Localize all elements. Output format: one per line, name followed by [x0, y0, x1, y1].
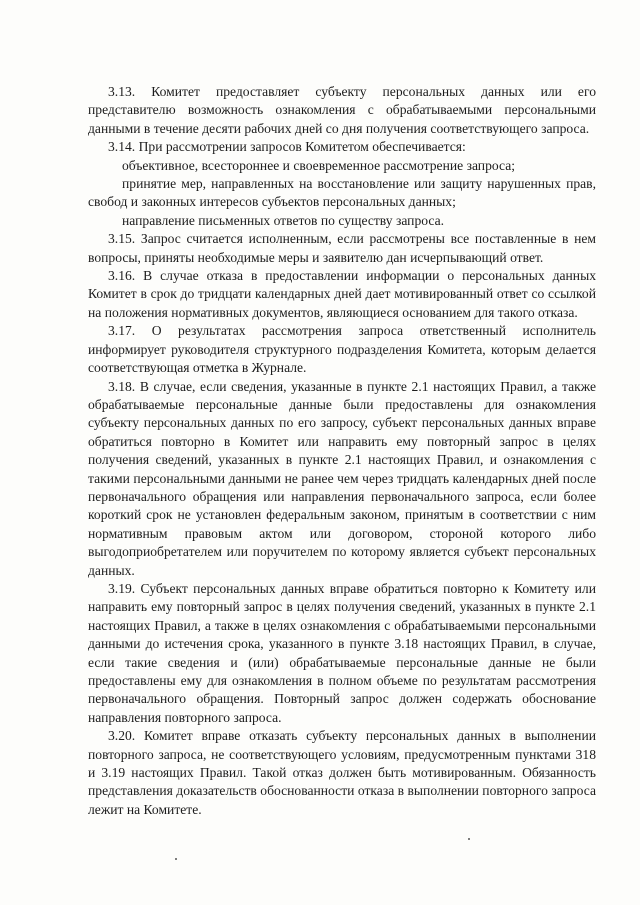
paragraph-3-16: 3.16. В случае отказа в предоставлении информации о персональных данных Комитет в срок до тридцати календарных дней дает мотивированный ответ со ссылкой на положения нормативных документов, являющиеся основанием для такого отказа. [88, 268, 596, 320]
paragraph-3-13: 3.13. Комитет предоставляет субъекту персональных данных или его представителю возможность ознакомления с обрабатываемыми персональными данными в течение десяти рабочих дней со дня получения соответствующего запроса. [88, 84, 596, 136]
list-item: направление письменных ответов по существу запроса. [122, 212, 445, 228]
document-body [88, 83, 596, 819]
paragraph-3-17: 3.17. О результатах рассмотрения запроса ответственный исполнитель информирует руководителя структурного подразделения Комитета, которым делается соответствующая отметка в Журнале. [88, 323, 596, 376]
list-item: принятие мер, направленных на восстановление или защиту нарушенных прав, свобод и законных интересов субъектов персональных данных; [88, 176, 596, 210]
paragraph-3-19: 3.19. Субъект персональных данных вправе обратиться повторно к Комитету или направить ему повторный запрос в целях получения сведений, указанных в пункте 2.1 настоящих Правил, а также в целях ознакомления с обрабатываемыми персональными данными до истечения срока, указанного в пункте 3.18 настоящих Правил, в случае, если такие сведения и (или) обрабатываемые персональные данные не были предоставлены ему для ознакомления в полном объеме по результатам рассмотрения первоначального обращения. Повторный запрос должен содержать обоснование направления повторного запроса. [88, 580, 596, 725]
scan-speck [175, 858, 177, 860]
list-item: объективное, всестороннее и своевременное рассмотрение запроса; [122, 157, 516, 173]
paragraph-3-20: 3.20. Комитет вправе отказать субъекту персональных данных в выполнении повторного запроса, не соответствующего условиям, предусмотренным пунктами 318 и 3.19 настоящих Правил. Такой отказ должен быть мотивированным. Обязанность представления доказательств обоснованности отказа в выполнении повторного запроса лежит на Комитете. [88, 728, 596, 817]
scan-speck [468, 838, 470, 840]
paragraph-3-14: 3.14. При рассмотрении запросов Комитетом обеспечивается: [108, 139, 466, 155]
paragraph-3-15: 3.15. Запрос считается исполненным, если рассмотрены все поставленные в нем вопросы, приняты необходимые меры и заявителю дан исчерпывающий ответ. [88, 231, 596, 265]
paragraph-3-18: 3.18. В случае, если сведения, указанные в пункте 2.1 настоящих Правил, а также обрабатываемые персональные данные были предоставлены для ознакомления субъекту персональных данных по его запросу, субъект персональных данных вправе обратиться повторно в Комитет или направить ему повторный запрос в целях получения сведений, указанных в пункте 2.1 настоящих Правил, и ознакомления с такими персональными данными не ранее чем через тридцать календарных дней после первоначального обращения или направления первоначального запроса, если более короткий срок не установлен федеральным законом, принятым в соответствии с ним нормативным правовым актом или договором, стороной которого либо выгодоприобретателем или поручителем по которому является субъект персональных данных. [88, 378, 596, 578]
